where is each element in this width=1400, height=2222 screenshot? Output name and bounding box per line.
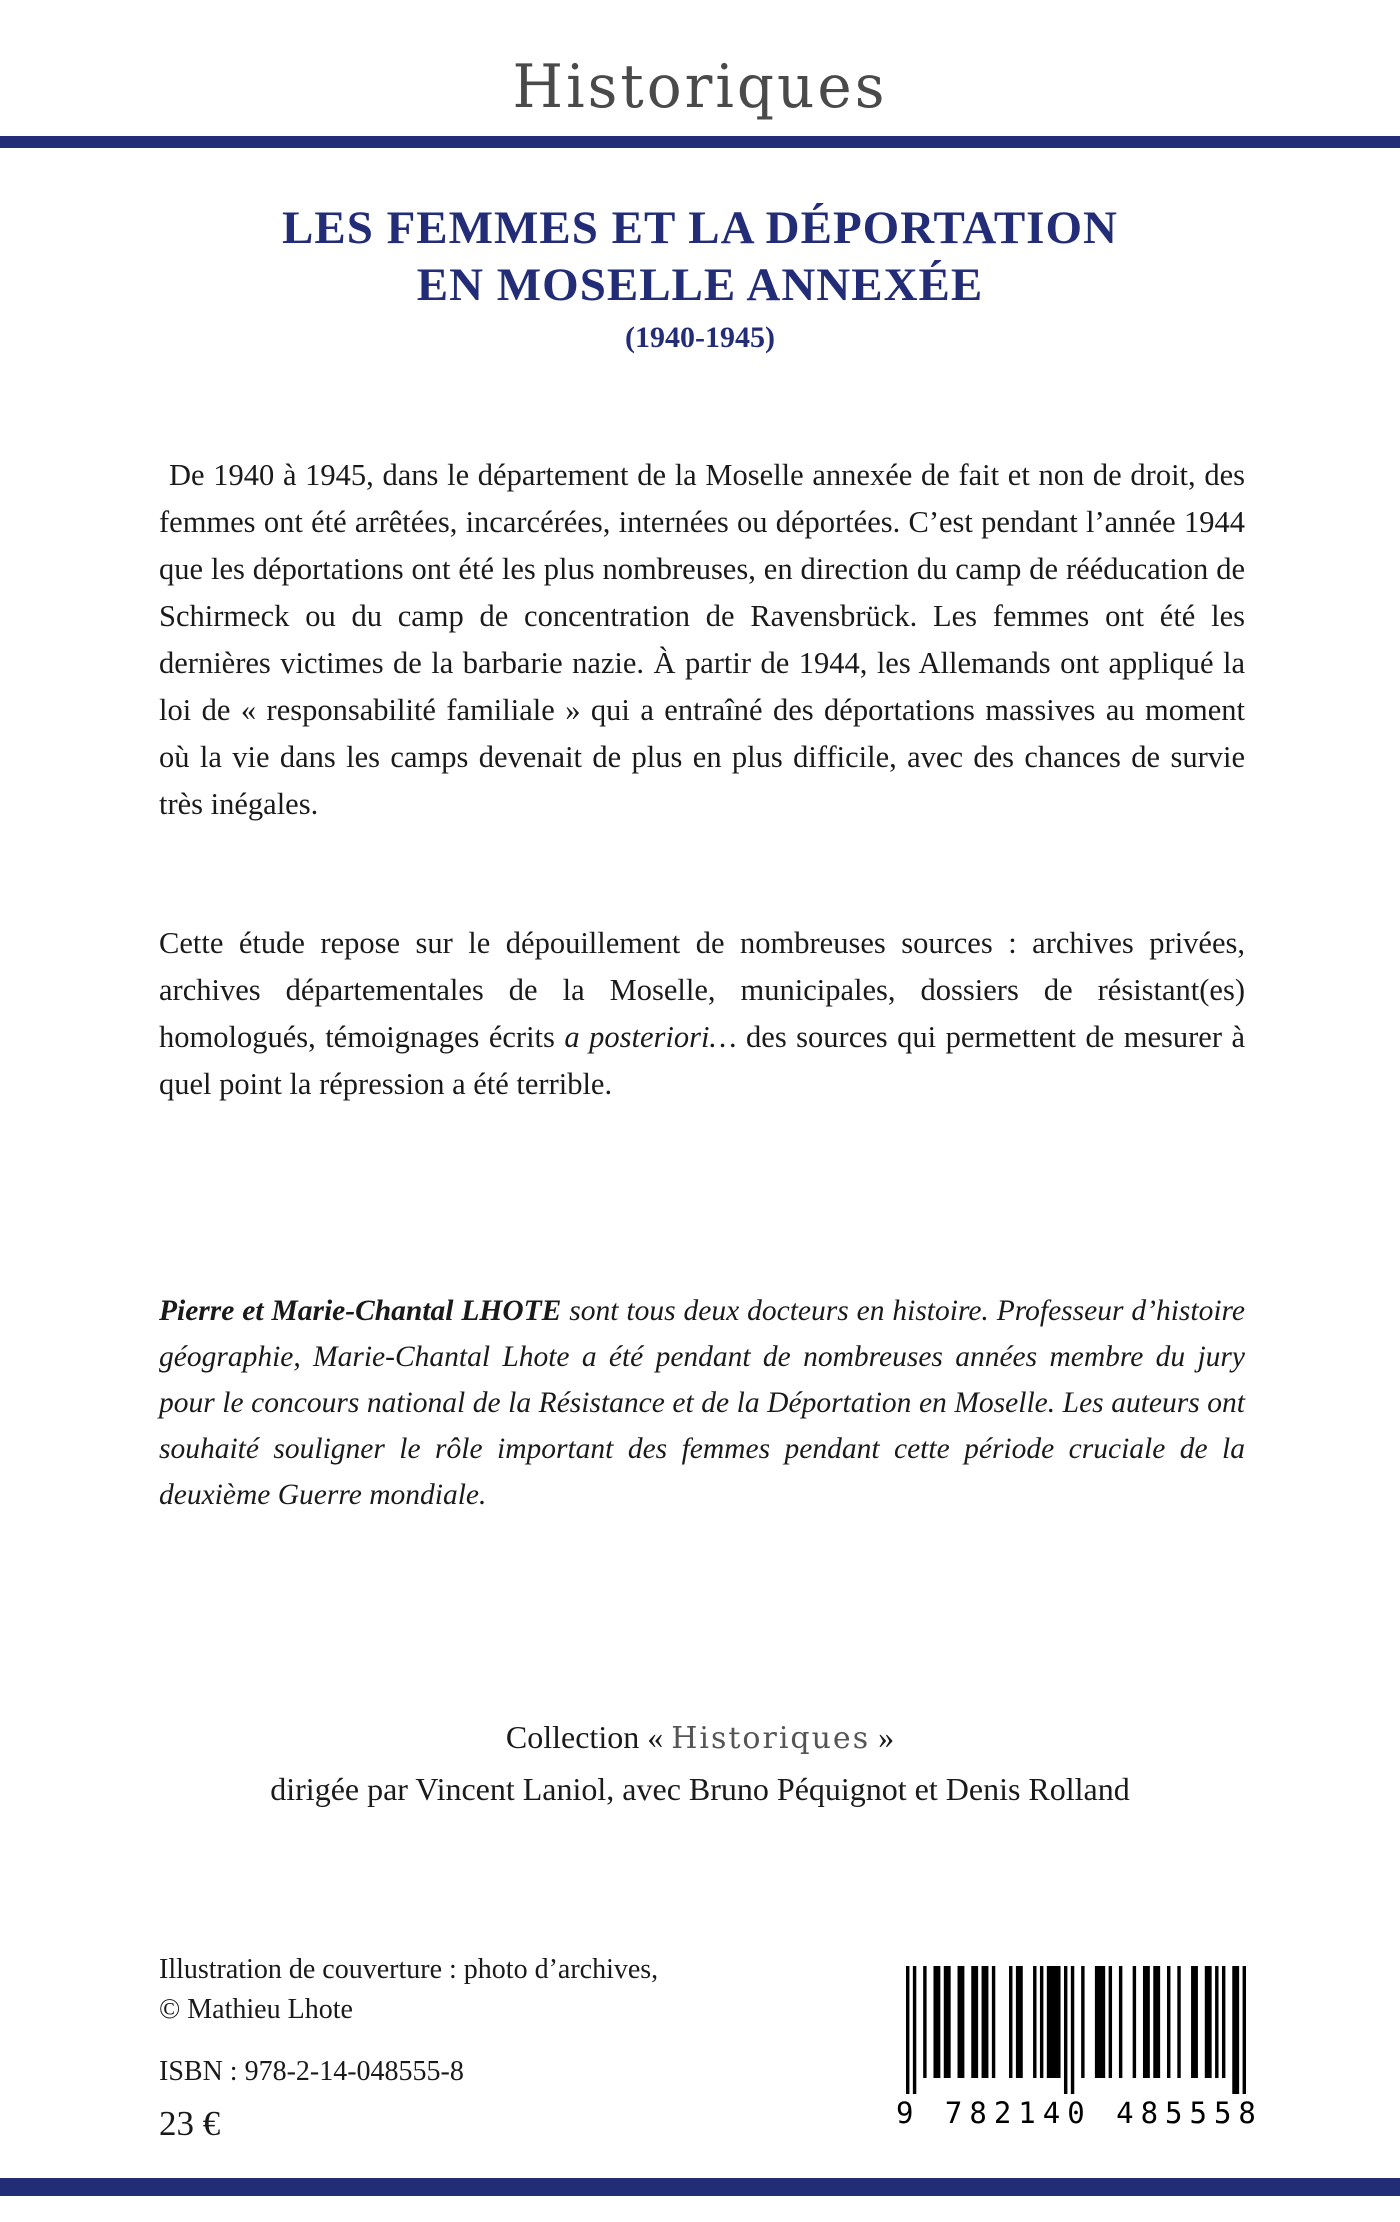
synopsis-paragraph-1: De 1940 à 1945, dans le département de la Moselle annexée de fait et non de droit, des femmes ont été arrêtées, incarcérées, internées ou déportées. C’est pendant l’année 1944 que les déportations ont été les plus nombreuses, en direction du camp de rééducation de Schirmeck ou du camp de concentration de Ravensbrück. Les femmes ont été les dernières victimes de la barbarie nazie. À partir de 1944, les Allemands ont appliqué la loi de « responsabilité familiale » qui a entraîné des déportations massives au moment où la vie dans les camps devenait de plus en plus difficile, avec des chances de survie très inégales.: [159, 458, 1245, 821]
book-title-line2: EN MOSELLE ANNEXÉE: [416, 259, 984, 312]
isbn: ISBN : 978-2-14-048555-8: [159, 2056, 464, 2087]
collection-line: [0, 1712, 1400, 1764]
book-title-line1: LES FEMMES ET LA DÉPORTATION: [282, 202, 1118, 254]
cover-credits: [159, 1950, 658, 2030]
cover-credit-line2: © Mathieu Lhote: [159, 1994, 353, 2025]
collection-block: [0, 1712, 1400, 1814]
barcode-number: 9 782140 485558: [896, 2096, 1263, 2130]
synopsis-paragraph-2-latin: a posteriori…: [564, 1020, 737, 1054]
barcode: [896, 1966, 1263, 2130]
author-bio: [159, 1288, 1245, 1518]
title-block: [0, 200, 1400, 355]
barcode-bars: [906, 1966, 1246, 2094]
synopsis-paragraph-2: [159, 920, 1245, 1108]
collection-directors: dirigée par Vincent Laniol, avec Bruno Péquignot et Denis Rolland: [270, 1771, 1130, 1807]
synopsis-paragraph-2-text: Cette étude repose sur le dépouillement de nombreuses sources : archives privées, archives départementales de la Moselle, municipales, dossiers de résistant(es) homologués, témoignages écrits: [159, 926, 1245, 1054]
cover-credit-line1: Illustration de couverture : photo d’archives,: [159, 1954, 659, 1985]
bottom-rule: [0, 2178, 1400, 2196]
author-bio-text: sont tous deux docteurs en histoire. Professeur d’histoire géographie, Marie-Chantal Lhote a été pendant de nombreuses années membre du jury pour le concours national de la Résistance et de la Déportation en Moselle. Les auteurs ont souhaité souligner le rôle important des femmes pendant cette période cruciale de la deuxième Guerre mondiale.: [159, 1295, 1246, 1511]
imprint-logo: Historiques: [512, 50, 888, 122]
book-title-years: (1940-1945): [625, 320, 775, 354]
author-names: Pierre et Marie-Chantal LHOTE: [159, 1295, 562, 1327]
collection-suffix: »: [870, 1719, 895, 1755]
collection-name-logo: Historiques: [671, 1721, 871, 1756]
top-rule: [0, 136, 1400, 148]
synopsis-paragraph-2-end: des sources qui permettent de mesurer à quel point la répression a été terrible.: [159, 1020, 1246, 1101]
price: 23 €: [159, 2104, 221, 2143]
collection-prefix: Collection «: [505, 1719, 672, 1755]
